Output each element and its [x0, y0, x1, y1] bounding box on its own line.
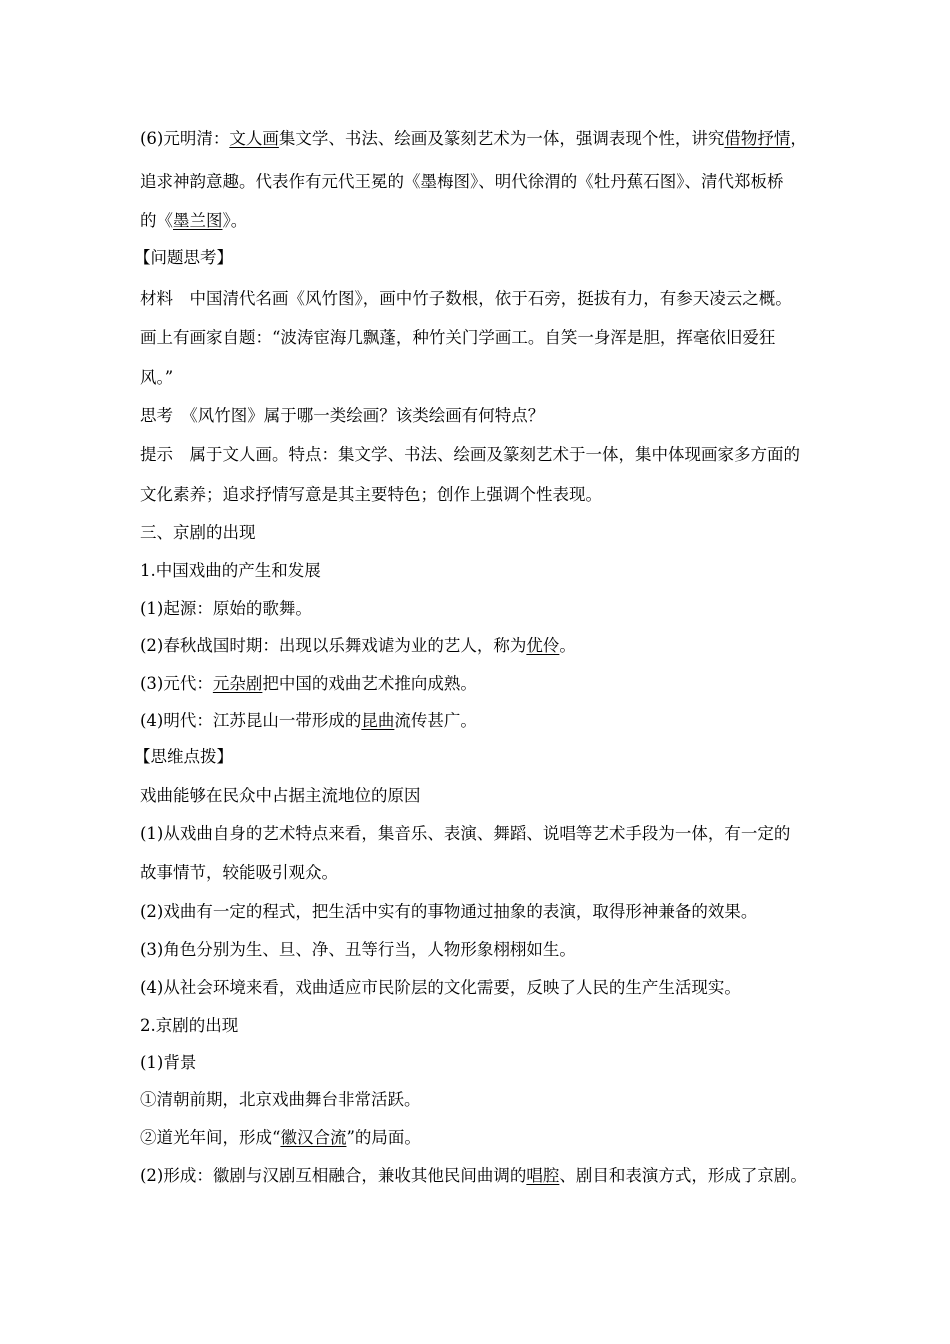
text: (4)明代：江苏昆山一带形成的 — [140, 711, 362, 730]
item-yuan — [140, 673, 950, 695]
material-line-1: 材料 中国清代名画《风竹图》，画中竹子数根，依于石旁，挺拔有力，有参天凌云之概。 — [140, 289, 792, 308]
underlined-term: 墨兰图 — [173, 211, 223, 230]
text: 流传甚广。 — [394, 711, 477, 730]
thinking-item-4: (4)从社会环境来看，戏曲适应市民阶层的文化需要，反映了人民的生产生活现实。 — [140, 978, 741, 997]
background-heading: (1)背景 — [140, 1053, 197, 1072]
text: (2)形成：徽剧与汉剧互相融合，兼收其他民间曲调的 — [140, 1166, 527, 1185]
underlined-term: 借物抒情 — [724, 129, 791, 148]
para-yuan-ming-qing-line-1 — [140, 128, 950, 150]
think-line: 思考 《风竹图》属于哪一类绘画？该类绘画有何特点？ — [140, 406, 545, 425]
item-ming — [140, 710, 950, 732]
underlined-term: 文人画 — [229, 129, 279, 148]
section-heading-thinking: 【思维点拨】 — [134, 747, 233, 766]
text: 的《 — [140, 211, 173, 230]
thinking-item-1-line-2: 故事情节，较能吸引观众。 — [140, 863, 338, 882]
item-spring-autumn — [140, 635, 950, 657]
subsection-1: 1.中国戏曲的产生和发展 — [140, 561, 321, 580]
text: 把中国的戏曲艺术推向成熟。 — [262, 674, 477, 693]
thinking-item-2: (2)戏曲有一定的程式，把生活中实有的事物通过抽象的表演，取得形神兼备的效果。 — [140, 902, 758, 921]
para-yuan-ming-qing-line-3 — [140, 210, 950, 232]
material-line-2: 画上有画家自题：“波涛宦海几飘蓬，种竹关门学画工。自笑一身浑是胆，挥毫依旧爱狂 — [140, 328, 776, 347]
text: 》。 — [222, 211, 248, 230]
underlined-term: 优伶 — [526, 636, 560, 655]
underlined-term: 唱腔 — [526, 1166, 560, 1185]
thinking-item-3: (3)角色分别为生、旦、净、丑等行当，人物形象栩栩如生。 — [140, 940, 576, 959]
background-item-1: ①清朝前期，北京戏曲舞台非常活跃。 — [140, 1090, 421, 1109]
section-heading-question: 【问题思考】 — [134, 248, 233, 267]
text: 、剧目和表演方式，形成了京剧。 — [559, 1166, 807, 1185]
text: ”的局面。 — [346, 1128, 421, 1147]
thinking-intro: 戏曲能够在民众中占据主流地位的原因 — [140, 786, 421, 805]
thinking-item-1-line-1: (1)从戏曲自身的艺术特点来看，集音乐、表演、舞蹈、说唱等艺术手段为一体，有一定的 — [140, 824, 791, 843]
hint-line-1: 提示 属于文人画。特点：集文学、书法、绘画及篆刻艺术于一体，集中体现画家多方面的 — [140, 445, 800, 464]
underlined-term: 元杂剧 — [212, 674, 263, 693]
item-origin: (1)起源：原始的歌舞。 — [140, 599, 312, 618]
text: ， — [790, 129, 807, 148]
section-heading-3: 三、京剧的出现 — [140, 523, 256, 542]
text: ②道光年间，形成“ — [140, 1128, 281, 1147]
underlined-term: 昆曲 — [361, 711, 395, 730]
text: 集文学、书法、绘画及篆刻艺术为一体，强调表现个性，讲究 — [278, 129, 725, 148]
material-line-3: 风。” — [140, 368, 174, 387]
text: (3)元代： — [140, 674, 213, 693]
formation-line — [140, 1165, 950, 1187]
text: (6)元明清： — [140, 129, 230, 148]
underlined-term: 徽汉合流 — [280, 1128, 347, 1147]
background-item-2 — [140, 1127, 950, 1149]
para-yuan-ming-qing-line-2: 追求神韵意趣。代表作有元代王冕的《墨梅图》、明代徐渭的《牡丹蕉石图》、清代郑板桥 — [140, 172, 784, 191]
subsection-2: 2.京剧的出现 — [140, 1016, 239, 1035]
text: 。 — [559, 636, 576, 655]
hint-line-2: 文化素养；追求抒情写意是其主要特色；创作上强调个性表现。 — [140, 485, 602, 504]
text: (2)春秋战国时期：出现以乐舞戏谑为业的艺人，称为 — [140, 636, 527, 655]
